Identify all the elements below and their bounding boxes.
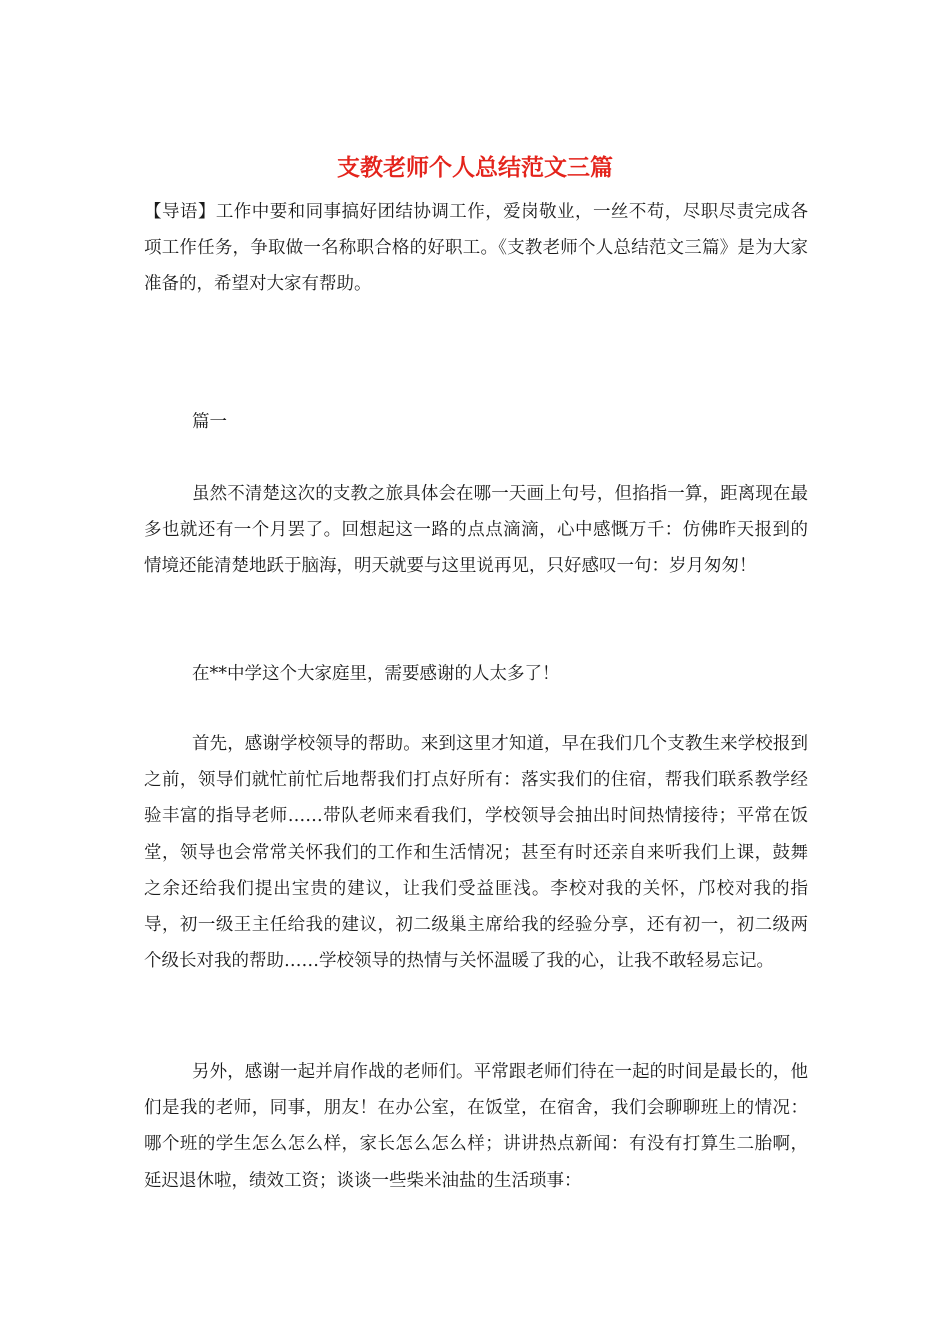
body-paragraph: 虽然不清楚这次的支教之旅具体会在哪一天画上句号，但掐指一算，距离现在最多也就还有一个月罢了。回想起这一路的点点滴滴，心中感慨万千：仿佛昨天报到的情境还能清楚地跃于脑海，明天就要与这里说再见，只好感叹一句：岁月匆匆！ (144, 484, 808, 577)
body-paragraph: 首先，感谢学校领导的帮助。来到这里才知道，早在我们几个支教生来学校报到之前，领导们就忙前忙后地帮我们打点好所有：落实我们的住宿，帮我们联系教学经验丰富的指导老师……带队老师来看我们，学校领导会抽出时间热情接待；平常在饭堂，领导也会常常关怀我们的工作和生活情况；甚至有时还亲自来听我们上课，鼓舞之余还给我们提出宝贵的建议，让我们受益匪浅。李校对我的关怀，邝校对我的指导，初一级王主任给我的建议，初二级巢主席给我的经验分享，还有初一，初二级两个级长对我的帮助……学校领导的热情与关怀温暖了我的心，让我不敢轻易忘记。 (144, 734, 808, 972)
document-title: 支教老师个人总结范文三篇 (337, 154, 613, 181)
body-paragraph: 在**中学这个大家庭里，需要感谢的人太多了！ (192, 664, 560, 684)
section-heading: 篇一 (192, 412, 227, 432)
body-paragraph: 另外，感谢一起并肩作战的老师们。平常跟老师们待在一起的时间是最长的，他们是我的老师，同事，朋友！在办公室，在饭堂，在宿舍，我们会聊聊班上的情况：哪个班的学生怎么怎么样，家长怎么怎么样；讲讲热点新闻：有没有打算生二胎啊，延迟退休啦，绩效工资；谈谈一些柴米油盐的生活琐事： (144, 1062, 808, 1191)
lead-paragraph: 【导语】工作中要和同事搞好团结协调工作，爱岗敬业，一丝不苟，尽职尽责完成各项工作任务，争取做一名称职合格的好职工。《支教老师个人总结范文三篇》是为大家准备的，希望对大家有帮助。 (144, 202, 808, 295)
